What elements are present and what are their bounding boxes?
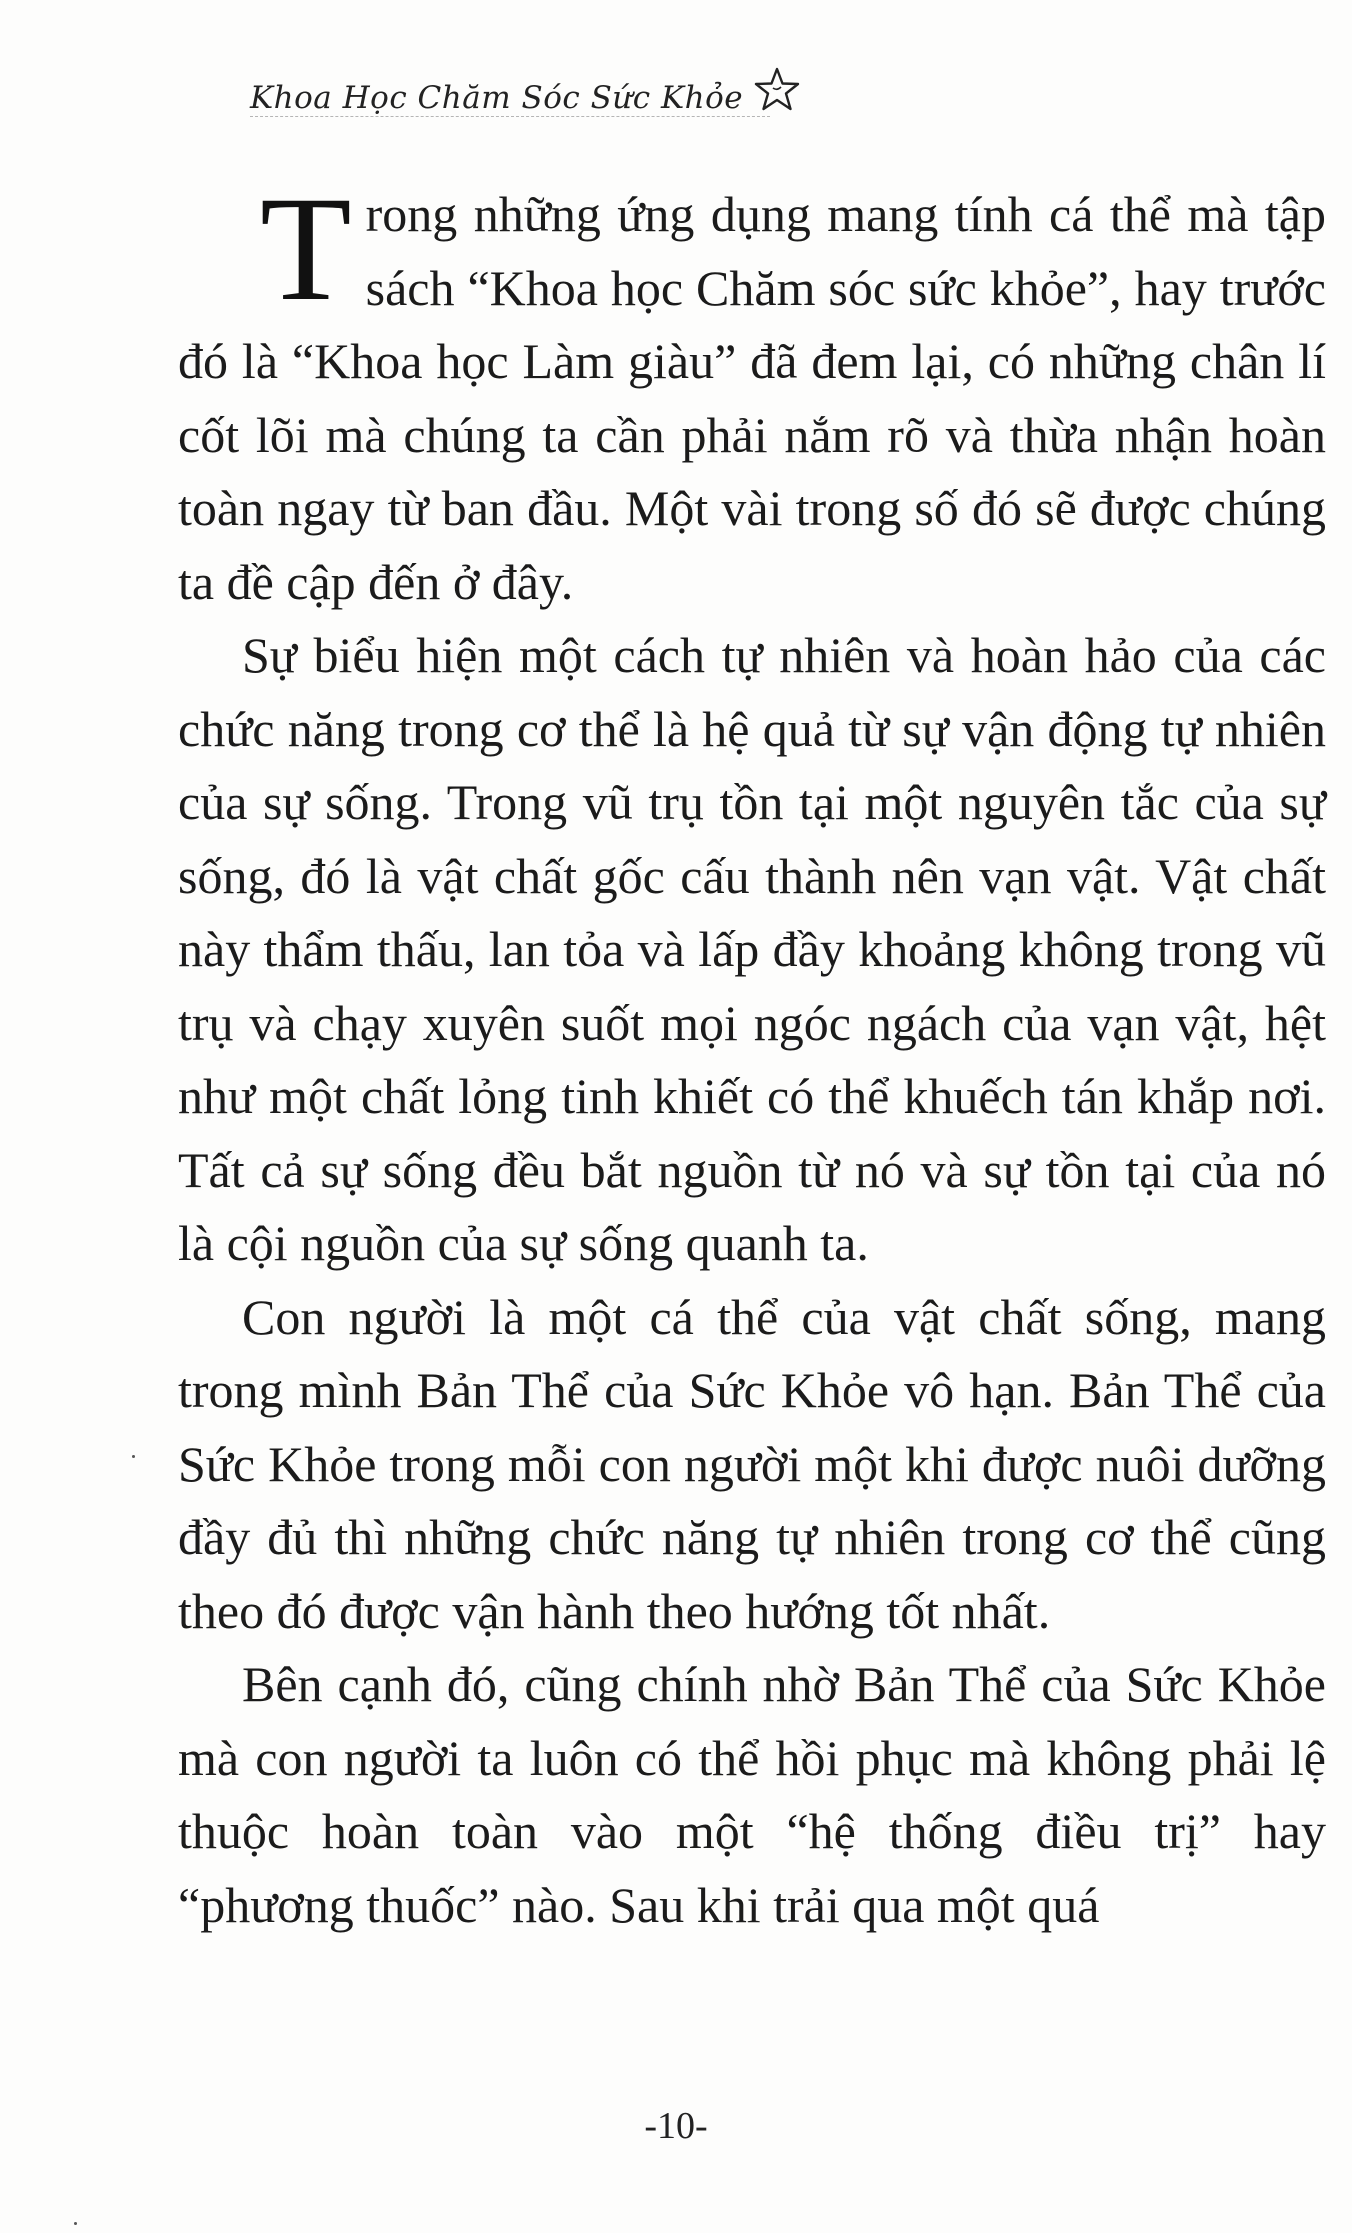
- paragraph-2: Sự biểu hiện một cách tự nhiên và hoàn hảo của các chức năng trong cơ thể là hệ quả từ sự vận động tự nhiên của sự sống. Trong vũ trụ tồn tại một nguyên tắc của sự sống, đó là vật chất gốc cấu thành nên vạn vật. Vật chất này thẩm thấu, lan tỏa và lấp đầy khoảng không trong vũ trụ và chạy xuyên suốt mọi ngóc ngách của vạn vật, hệt như một chất lỏng tinh khiết có thể khuếch tán khắp nơi. Tất cả sự sống đều bắt nguồn từ nó và sự tồn tại của nó là cội nguồn của sự sống quanh ta.: [178, 627, 1326, 1271]
- paragraph-1: [178, 166, 1326, 619]
- book-title: Khoa Học Chăm Sóc Sức Khỏe: [250, 80, 744, 116]
- paragraph-4: Bên cạnh đó, cũng chính nhờ Bản Thể của Sức Khỏe mà con người ta luôn có thể hồi phục mà không phải lệ thuộc hoàn toàn vào một “hệ thống điều trị” hay “phương thuốc” nào. Sau khi trải qua một quá: [178, 1656, 1326, 1933]
- scan-speck: [132, 1455, 135, 1458]
- paragraph-1-text: rong những ứng dụng mang tính cá thể mà tập sách “Khoa học Chăm sóc sức khỏe”, hay trước đó là “Khoa học Làm giàu” đã đem lại, có những chân lí cốt lõi mà chúng ta cần phải nắm rõ và thừa nhận hoàn toàn ngay từ ban đầu. Một vài trong số đó sẽ được chúng ta đề cập đến ở đây.: [178, 186, 1326, 610]
- star-icon: [753, 66, 801, 114]
- page-number: -10-: [644, 2105, 708, 2147]
- paragraph-3: Con người là một cá thể của vật chất sống, mang trong mình Bản Thể của Sức Khỏe vô hạn. Bản Thể của Sức Khỏe trong mỗi con người một khi được nuôi dưỡng đầy đủ thì những chức năng tự nhiên trong cơ thể cũng theo đó được vận hành theo hướng tốt nhất.: [178, 1288, 1326, 1639]
- scan-speck: [74, 2222, 77, 2225]
- header-divider: [250, 116, 770, 117]
- body-text: [178, 166, 1326, 1942]
- drop-cap: T: [260, 166, 352, 332]
- running-header: [250, 66, 801, 116]
